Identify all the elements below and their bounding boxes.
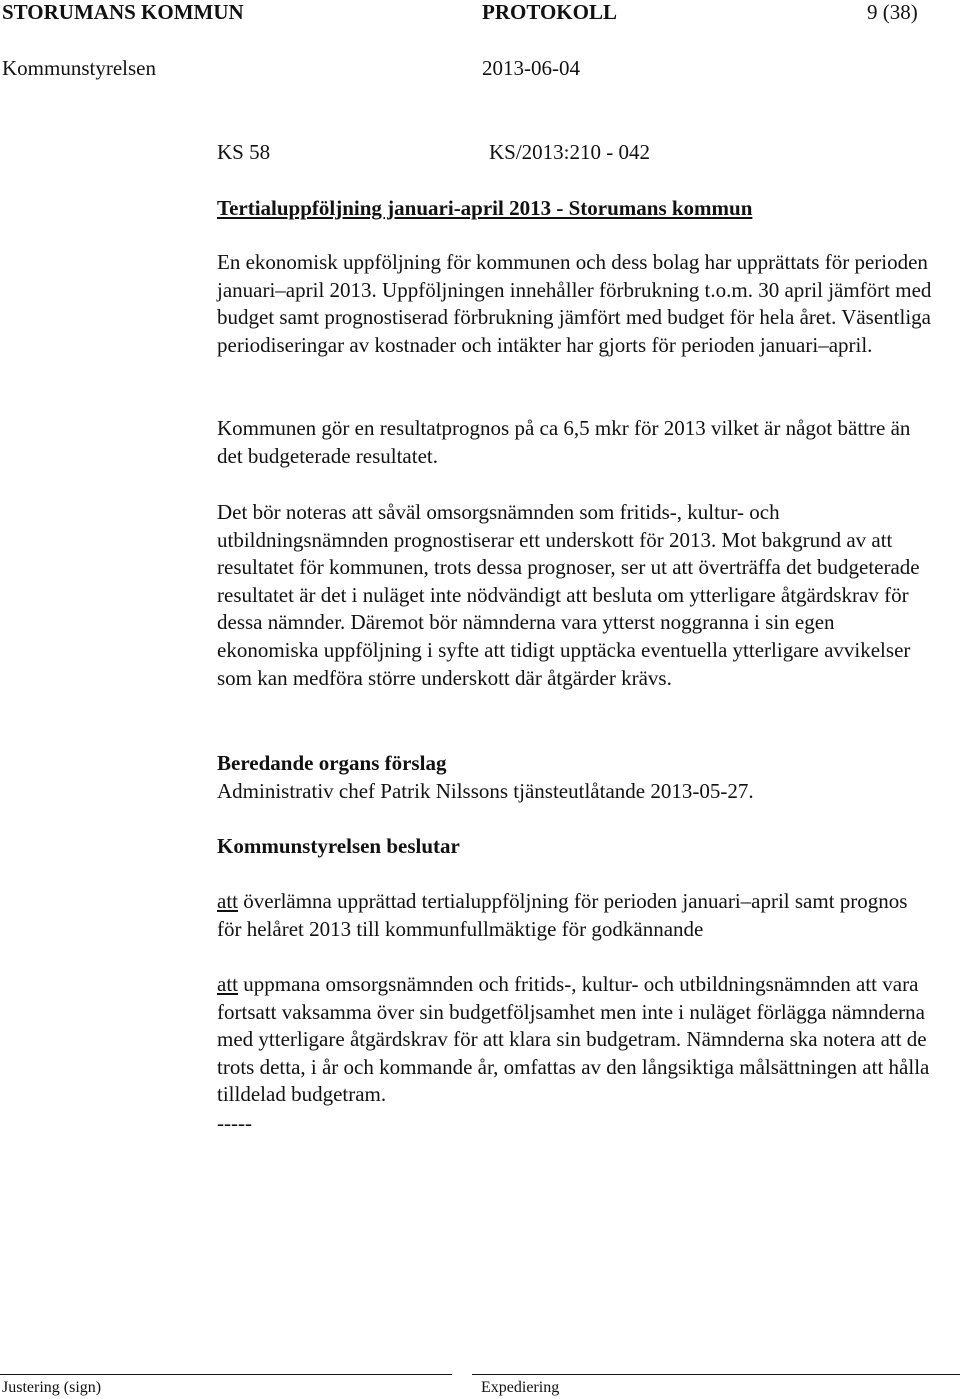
municipality-name: STORUMANS KOMMUN bbox=[2, 0, 244, 24]
item-reference: KS/2013:210 - 042 bbox=[489, 140, 651, 164]
page-number: 9 (38) bbox=[867, 0, 918, 24]
proposal-text: Administrativ chef Patrik Nilssons tjänsteutlåtande 2013-05-27. bbox=[217, 779, 754, 803]
paragraph-summary: En ekonomisk uppföljning för kommunen och dess bolag har upprättats för perioden januari–april 2013. Uppföljningen innehåller förbrukning t.o.m. 30 april jämfört med budget samt prognostiserad förbrukning jämfört med budget för hela året. Väsentliga periodiseringar av kostnader och intäkter har gjorts för perioden januari–april. bbox=[217, 250, 932, 357]
decision-text: uppmana omsorgsnämnden och fritids-, kultur- och utbildningsnämnden att vara fortsatt vaksamma över sin budgetföljsamhet men inte i nuläget förlägga nämnderna med ytterligare åtgärdskrav för att klara sin budgetram. Nämnderna ska notera att de trots detta, i år och kommande år, omfattas av den långsiktiga målsättningen att hålla tilldelad budgetram. bbox=[217, 972, 930, 1107]
paragraph-deficit-note: Det bör noteras att såväl omsorgsnämnden som fritids-, kultur- och utbildningsnämnden prognostiserar ett underskott för 2013. Mot bakgrund av att resultatet för kommunen, trots dessa prognoser, ser ut att överträffa det budgeterade resultatet är det i nuläget inte nödvändigt att besluta om ytterligare åtgärdskrav för dessa nämnder. Däremot bör nämnderna vara ytterst noggranna i sin egen ekonomiska uppföljning i syfte att tidigt upptäcka eventuella ytterligare avvikelser som kan medföra större underskott där åtgärder krävs. bbox=[217, 500, 920, 690]
committee-name: Kommunstyrelsen bbox=[2, 56, 156, 80]
decision-keyword: att bbox=[217, 972, 238, 996]
footer-justering: Justering (sign) bbox=[2, 1379, 102, 1396]
decision-item bbox=[217, 888, 935, 943]
item-title: Tertialuppföljning januari-april 2013 - Storumans kommun bbox=[217, 196, 753, 220]
paragraph-forecast: Kommunen gör en resultatprognos på ca 6,5 mkr för 2013 vilket är något bättre än det budgeterade resultatet. bbox=[217, 416, 911, 468]
meeting-date: 2013-06-04 bbox=[482, 56, 580, 80]
decision-keyword: att bbox=[217, 889, 238, 913]
item-number: KS 58 bbox=[217, 140, 271, 164]
footer-divider bbox=[0, 1374, 960, 1375]
decision-item bbox=[217, 971, 935, 1109]
decision-heading: Kommunstyrelsen beslutar bbox=[217, 834, 460, 858]
document-type: PROTOKOLL bbox=[482, 0, 617, 24]
decision-text: överlämna upprättad tertialuppföljning för perioden januari–april samt prognos för helåret 2013 till kommunfullmäktige för godkännande bbox=[217, 889, 908, 941]
proposal-heading: Beredande organs förslag bbox=[217, 751, 447, 775]
end-mark: ----- bbox=[217, 1111, 252, 1135]
footer-expediering: Expediering bbox=[481, 1379, 560, 1396]
